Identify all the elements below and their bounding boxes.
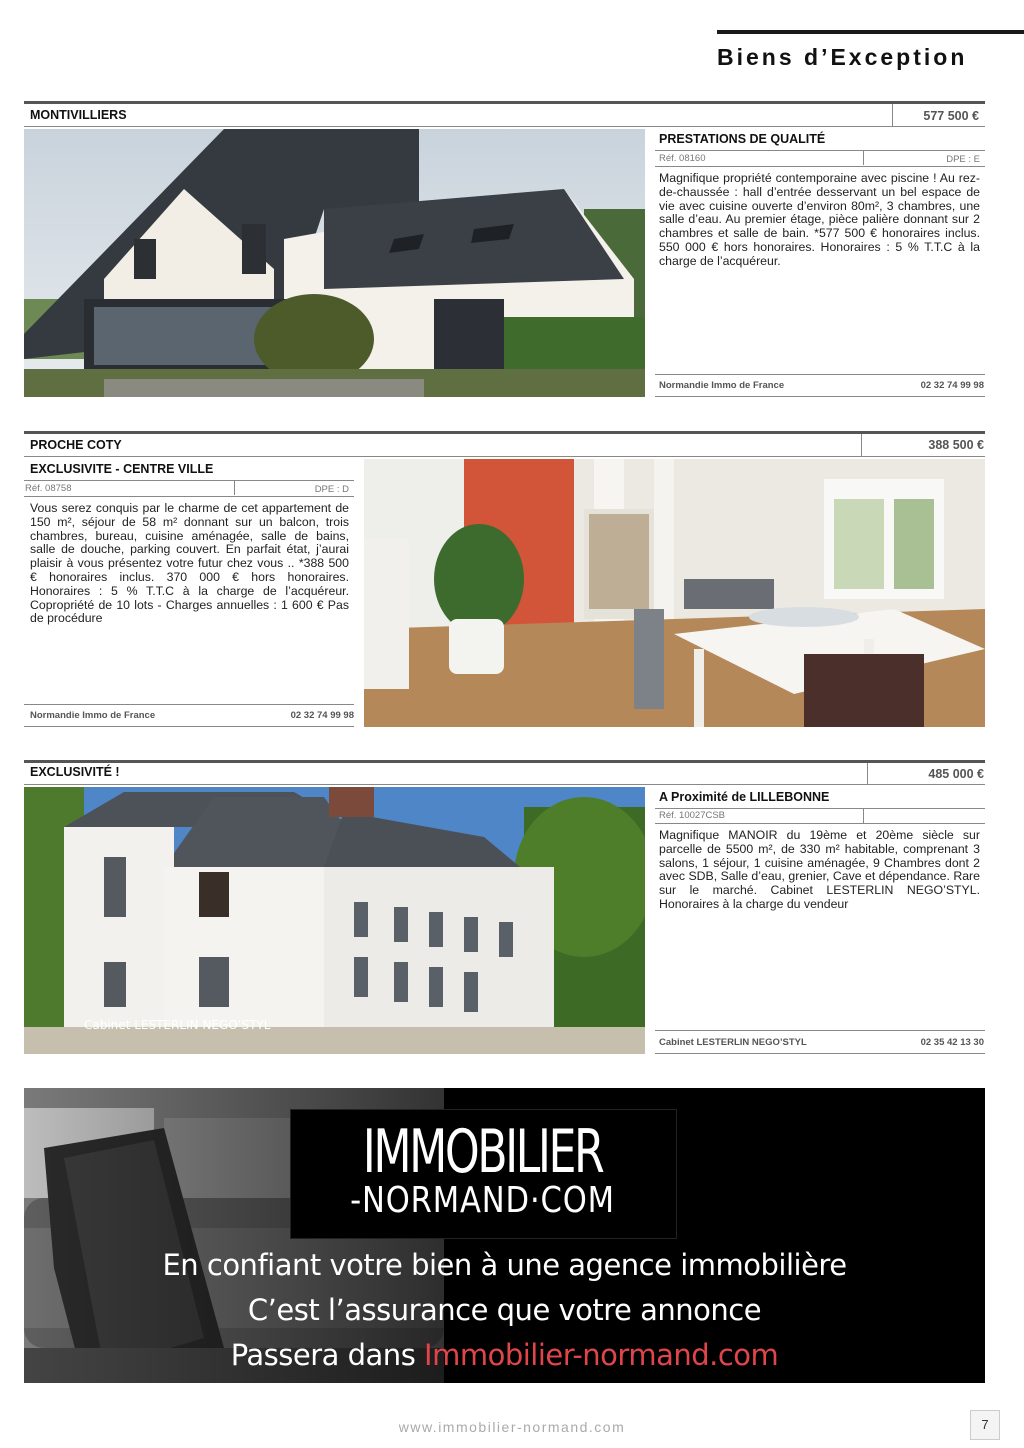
listing-2-dpe: DPE : D — [314, 484, 349, 495]
listing-1-description: Magnifique propriété contemporaine avec piscine ! Au rez-de-chaussée : hall d’entrée desservant un bel espace de vie avec cuisine ouverte d’environ 80m², 3 chambres, une salle d’eau. Au premier étage, pièce palière donnant sur 2 chambres et salle de bain. *577 500 € honoraires inclus. 550 000 € hors honoraires. Honoraires : 5 % T.T.C à la charge de l’acquéreur. — [659, 171, 980, 268]
listing-1-ref: Réf. 08160 — [659, 153, 706, 164]
divider — [655, 823, 985, 824]
listing-1-price: 577 500 € — [923, 109, 979, 123]
listing-2-photo — [364, 459, 985, 727]
divider — [655, 808, 985, 809]
divider — [655, 374, 985, 375]
listing-3-price: 485 000 € — [928, 767, 984, 781]
divider — [24, 496, 354, 497]
divider — [234, 481, 235, 495]
listing-3-city: EXCLUSIVITÉ ! — [30, 765, 120, 779]
listing-3-photo-watermark: Cabinet LESTERLIN NEGO’STYL — [84, 1018, 271, 1032]
listing-3-top-rule — [24, 760, 985, 763]
listing-2-price: 388 500 € — [928, 438, 984, 452]
listing-1-top-rule — [24, 101, 985, 104]
listing-1-photo — [24, 129, 645, 397]
footer-url[interactable]: www.immobilier-normand.com — [398, 1419, 626, 1435]
divider — [24, 726, 354, 727]
listing-3-headline: A Proximité de LILLEBONNE — [659, 790, 830, 804]
listing-3-description: Magnifique MANOIR du 19ème et 20ème siècle sur parcelle de 5500 m², de 330 m² habitable, comprenant 3 salons, 1 séjour, 1 cuisine aménagée, 9 Chambres dont 2 avec SDB, Salle d’eau, grenier, Cave et dépendance. Rare sur le marché. Cabinet LESTERLIN NEGO’STYL. Honoraires à la charge du vendeur — [659, 828, 980, 911]
divider — [863, 809, 864, 823]
listing-3-ref: Réf. 10027CSB — [659, 810, 726, 821]
listing-2-city: PROCHE COTY — [30, 438, 122, 452]
listing-2-agency: Normandie Immo de France — [30, 710, 156, 721]
ad-slogan-prefix: Passera dans — [230, 1338, 425, 1372]
ad-logo-line2: -NORMAND·COM — [350, 1180, 615, 1221]
listing-3-agency: Cabinet LESTERLIN NEGO’STYL — [659, 1037, 807, 1048]
ad-slogan-line2: C’est l’assurance que votre annonce — [247, 1293, 762, 1327]
ad-logo-line1: IMMOBILIER — [362, 1117, 603, 1187]
divider — [24, 126, 985, 127]
divider — [863, 151, 864, 165]
listing-2-ref: Réf. 08758 — [25, 483, 72, 494]
divider — [24, 456, 985, 457]
page-title: Biens d’Exception — [717, 44, 968, 70]
ad-slogan-line1: En confiant votre bien à une agence immobilière — [162, 1248, 847, 1282]
listing-1-dpe: DPE : E — [946, 154, 980, 165]
divider — [24, 704, 354, 705]
listing-2-headline: EXCLUSIVITE - CENTRE VILLE — [30, 462, 214, 476]
listing-2-phone: 02 32 74 99 98 — [290, 710, 354, 721]
ad-slogan-link[interactable]: Immobilier-normand.com — [424, 1338, 779, 1372]
listing-3-phone: 02 35 42 13 30 — [920, 1037, 984, 1048]
divider — [655, 166, 985, 167]
divider — [655, 1053, 985, 1054]
divider — [655, 396, 985, 397]
listing-1-phone: 02 32 74 99 98 — [920, 380, 984, 391]
divider — [655, 1030, 985, 1031]
divider — [655, 150, 985, 151]
listing-3-photo — [24, 787, 645, 1054]
divider — [24, 480, 354, 481]
header-rule — [717, 30, 1024, 34]
listing-1-agency: Normandie Immo de France — [659, 380, 785, 391]
listing-1-city: MONTIVILLIERS — [30, 108, 127, 122]
listing-2-description: Vous serez conquis par le charme de cet appartement de 150 m², séjour de 58 m² donnant sur un balcon, trois chambres, bureau, cuisine aménagée, salle de bains, salle de douche, parking couvert. En parfait état, j’aurai plaisir à vous présentez votre futur chez vous .. *388 500 € honoraires inclus. 370 000 € hors honoraires. Honoraires : 5 % T.T.C à la charge de l’acquéreur. Copropriété de 10 lots - Charges annuelles : 1 600 € Pas de procédure — [30, 501, 349, 626]
listing-2-top-rule — [24, 431, 985, 434]
divider — [24, 784, 985, 785]
page-number: 7 — [970, 1410, 1000, 1440]
ad-slogan-line3 — [24, 1338, 985, 1372]
listing-1-headline: PRESTATIONS DE QUALITÉ — [659, 132, 826, 146]
